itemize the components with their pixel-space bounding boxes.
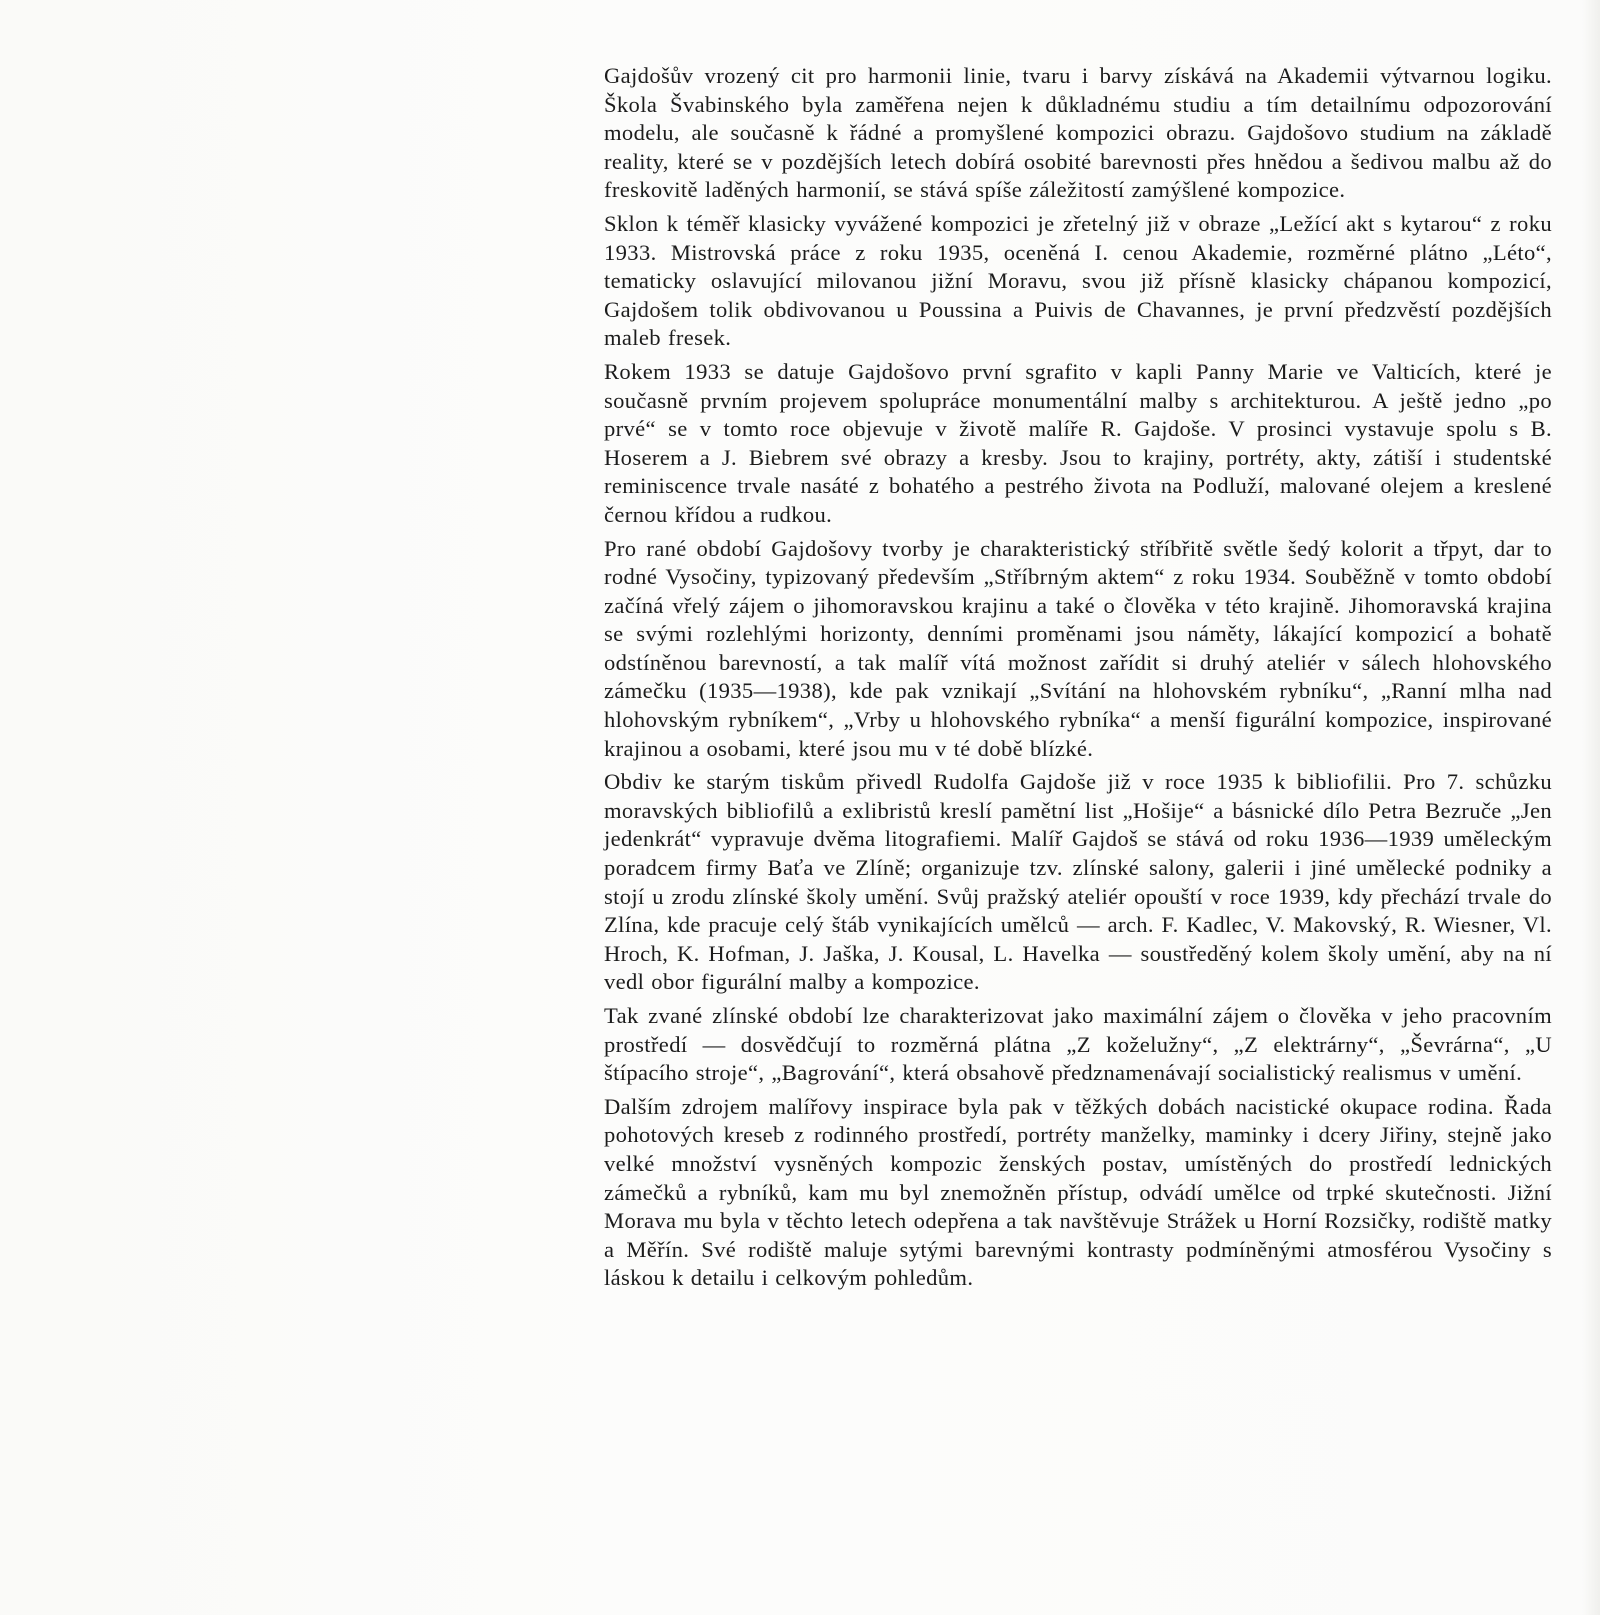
page-edge-shadow (1582, 0, 1600, 1615)
paragraph-6: Tak zvané zlínské období lze charakterizovat jako maximální zájem o člověka v jeho pracovním prostředí — dosvědčují to rozměrná plátna „Z koželužny“, „Z elektrárny“, „Ševrárna“, „U štípacího stroje“, „Bagrování“, která obsahově předznamenávají socialistický realismus v umění. (604, 1003, 1552, 1086)
text-column (604, 62, 1552, 1298)
paragraph-4: Pro rané období Gajdošovy tvorby je charakteristický stříbřitě světle šedý kolorit a třpyt, dar to rodné Vysočiny, typizovaný především „Stříbrným aktem“ z roku 1934. Souběžně v tomto období začíná vřelý zájem o jihomoravskou krajinu a také o člověka v této krajině. Jihomoravská krajina se svými rozlehlými horizonty, denními proměnami jsou náměty, lákající kompozicí a bohatě odstíněnou barevností, a tak malíř vítá možnost zařídit si druhý ateliér v sálech hlohovského zámečku (1935—1938), kde pak vznikají „Svítání na hlohovském rybníku“, „Ranní mlha nad hlohovským rybníkem“, „Vrby u hlohovského rybníka“ a menší figurální kompozice, inspirované krajinou a osobami, které jsou mu v té době blízké. (604, 535, 1552, 761)
paragraph-3: Rokem 1933 se datuje Gajdošovo první sgrafito v kapli Panny Marie ve Valticích, které je současně prvním projevem spolupráce monumentální malby s architekturou. A ještě jedno „po prvé“ se v tomto roce objevuje v životě malíře R. Gajdoše. V prosinci vystavuje spolu s B. Hoserem a J. Biebrem své obrazy a kresby. Jsou to krajiny, portréty, akty, zátiší i studentské reminiscence trvale nasáté z bohatého a pestrého života na Podluží, malované olejem a kreslené černou křídou a rudkou. (604, 358, 1552, 527)
paragraph-7: Dalším zdrojem malířovy inspirace byla pak v těžkých dobách nacistické okupace rodina. Řada pohotových kreseb z rodinného prostředí, portréty manželky, maminky i dcery Jiřiny, stejně jako velké množství vysněných kompozic ženských postav, umístěných do prostředí lednických zámečků a rybníků, kam mu byl znemožněn přístup, odvádí umělce od trpké skutečnosti. Jižní Morava mu byla v těchto letech odepřena a tak navštěvuje Strážek u Horní Rozsičky, rodiště matky a Měřín. Své rodiště maluje sytými barevnými kontrasty podmíněnými atmosférou Vysočiny s láskou k detailu i celkovým pohledům. (604, 1093, 1552, 1291)
paragraph-5: Obdiv ke starým tiskům přivedl Rudolfa Gajdoše již v roce 1935 k bibliofilii. Pro 7. schůzku moravských bibliofilů a exlibristů kreslí pamětní list „Hošije“ a básnické dílo Petra Bezruče „Jen jedenkrát“ vypravuje dvěma litografiemi. Malíř Gajdoš se stává od roku 1936—1939 uměleckým poradcem firmy Baťa ve Zlíně; organizuje tzv. zlínské salony, galerii i jiné umělecké podniky a stojí u zrodu zlínské školy umění. Svůj pražský ateliér opouští v roce 1939, kdy přechází trvale do Zlína, kde pracuje celý štáb vynikajících umělců — arch. F. Kadlec, V. Makovský, R. Wiesner, Vl. Hroch, K. Hofman, J. Jaška, J. Kousal, L. Havelka — soustředěný kolem školy umění, aby na ní vedl obor figurální malby a kompozice. (604, 769, 1552, 995)
paragraph-2: Sklon k téměř klasicky vyvážené kompozici je zřetelný již v obraze „Ležící akt s kytarou“ z roku 1933. Mistrovská práce z roku 1935, oceněná I. cenou Akademie, rozměrné plátno „Léto“, tematicky oslavující milovanou jižní Moravu, svou již přísně klasicky chápanou kompozicí, Gajdošem tolik obdivovanou u Poussina a Puivis de Chavannes, je první předzvěstí pozdějších maleb fresek. (604, 210, 1552, 351)
paragraph-1: Gajdošův vrozený cit pro harmonii linie, tvaru i barvy získává na Akademii výtvarnou logiku. Škola Švabinského byla zaměřena nejen k důkladnému studiu a tím detailnímu odpozorování modelu, ale současně k řádné a promyšlené kompozici obrazu. Gajdošovo studium na základě reality, které se v pozdějších letech dobírá osobité barevnosti přes hnědou a šedivou malbu až do freskovitě laděných harmonií, se stává spíše záležitostí zamýšlené kompozice. (604, 63, 1552, 203)
